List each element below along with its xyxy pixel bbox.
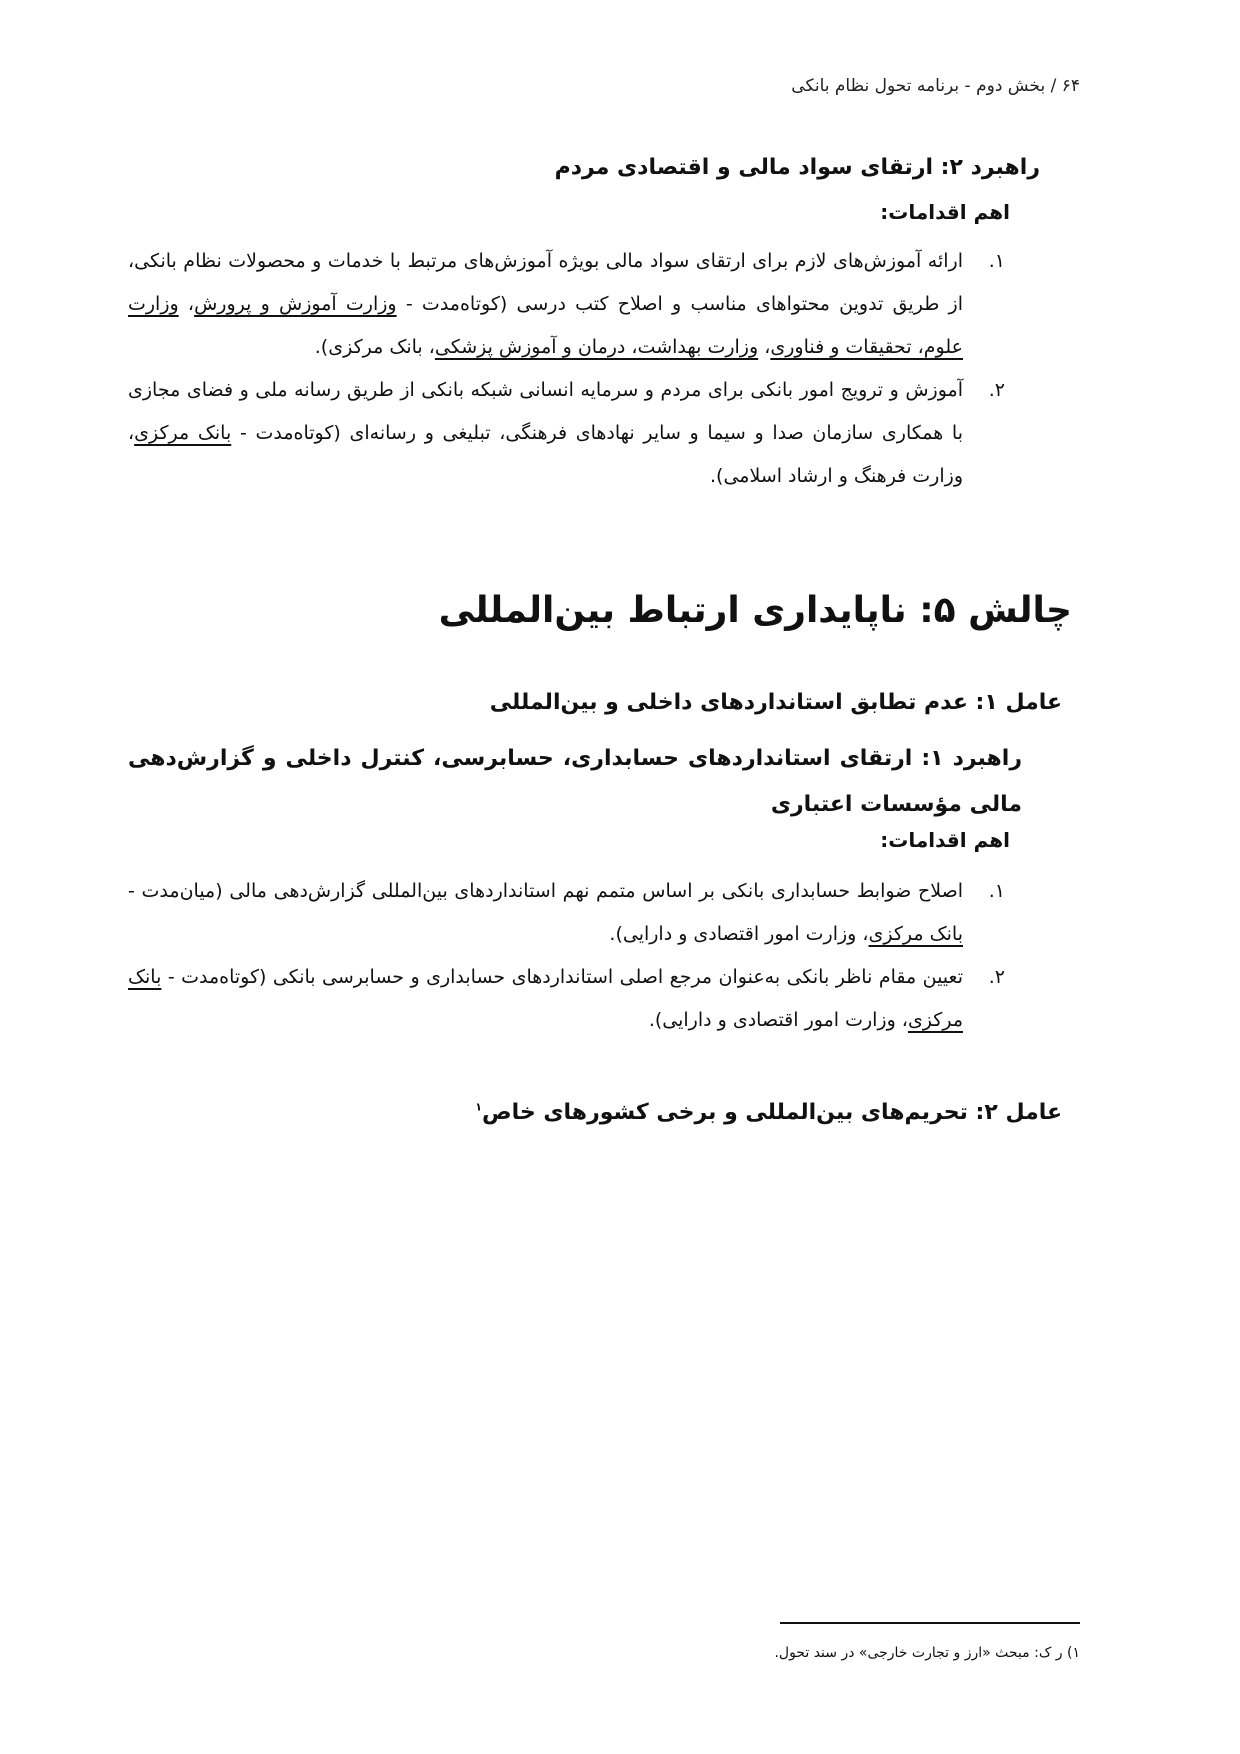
agency-link: وزارت علوم، تحقیقات و فناوری [128, 293, 963, 358]
action-item [128, 956, 1005, 1042]
agency-link: بانک مرکزی [868, 923, 963, 945]
section2-actions-list [128, 870, 1005, 1042]
separator: ، [758, 336, 771, 358]
action-item [128, 240, 1005, 369]
strategy-2-heading: راهبرد ۲: ارتقای سواد مالی و اقتصادی مردم [554, 155, 1040, 180]
footnote-marker[interactable]: ۱ [475, 1100, 483, 1114]
running-head: ۶۴ / بخش دوم - برنامه تحول نظام بانکی [791, 76, 1080, 96]
agency-link: وزارت آموزش و پرورش [194, 293, 397, 315]
key-actions-label: اهم اقدامات: [880, 200, 1010, 224]
item-text: ، وزارت امور اقتصادی و دارایی). [648, 1009, 908, 1031]
key-actions-label: اهم اقدامات: [880, 828, 1010, 852]
footnote: ۱) ر ک: مبحث «ارز و تجارت خارجی» در سند تحول. [774, 1645, 1080, 1661]
item-number: ۲. [988, 379, 1005, 401]
agency-link: بانک مرکزی [134, 422, 232, 444]
factor-2-title: عامل ۲: تحریم‌های بین‌المللی و برخی کشورهای خاص [482, 1100, 1062, 1125]
item-text: ارائه آموزش‌های لازم برای ارتقای سواد مالی بویژه آموزش‌های مرتبط با خدمات و محصولات نظام بانکی، از طریق تدوین محتواهای مناسب و اصلاح کتب درسی (کوتاه‌مدت - [128, 250, 963, 315]
footnote-divider [780, 1622, 1080, 1624]
action-item [128, 369, 1005, 498]
separator: ، [178, 293, 195, 315]
item-text: تعیین مقام ناظر بانکی به‌عنوان مرجع اصلی استانداردهای حسابداری و حسابرسی بانکی (کوتاه‌مدت - [161, 966, 963, 988]
item-text: اصلاح ضوابط حسابداری بانکی بر اساس متمم نهم استانداردهای بین‌المللی گزارش‌دهی مالی (میان‌مدت - [128, 880, 963, 902]
chapter-heading: چالش ۵: ناپایداری ارتباط بین‌المللی [438, 590, 1072, 631]
strategy-1-heading: راهبرد ۱: ارتقای استانداردهای حسابداری، حسابرسی، کنترل داخلی و گزارش‌دهی مالی مؤسسات اعتباری [128, 746, 1022, 817]
item-text: ، بانک مرکزی). [314, 336, 435, 358]
item-number: ۱. [988, 250, 1005, 272]
item-text: آموزش و ترویج امور بانکی برای مردم و سرمایه انسانی شبکه بانکی از طریق رسانه ملی و فضای مجازی با همکاری سازمان صدا و سیما و سایر نهادهای فرهنگی، تبلیغی و رسانه‌ای (کوتاه‌مدت - [128, 379, 963, 444]
item-number: ۲. [988, 966, 1005, 988]
agency-link: بانک مرکزی [128, 966, 963, 1031]
agency-link: وزارت بهداشت، درمان و آموزش پزشکی [434, 336, 759, 358]
factor-2-heading [130, 1100, 1062, 1125]
section1-actions-list [128, 240, 1005, 498]
factor-1-heading: عامل ۱: عدم تطابق استانداردهای داخلی و بین‌المللی [489, 690, 1062, 715]
item-text: ، وزارت فرهنگ و ارشاد اسلامی). [128, 422, 963, 487]
item-text: ، وزارت امور اقتصادی و دارایی). [609, 923, 869, 945]
action-item [128, 870, 1005, 956]
item-number: ۱. [988, 880, 1005, 902]
